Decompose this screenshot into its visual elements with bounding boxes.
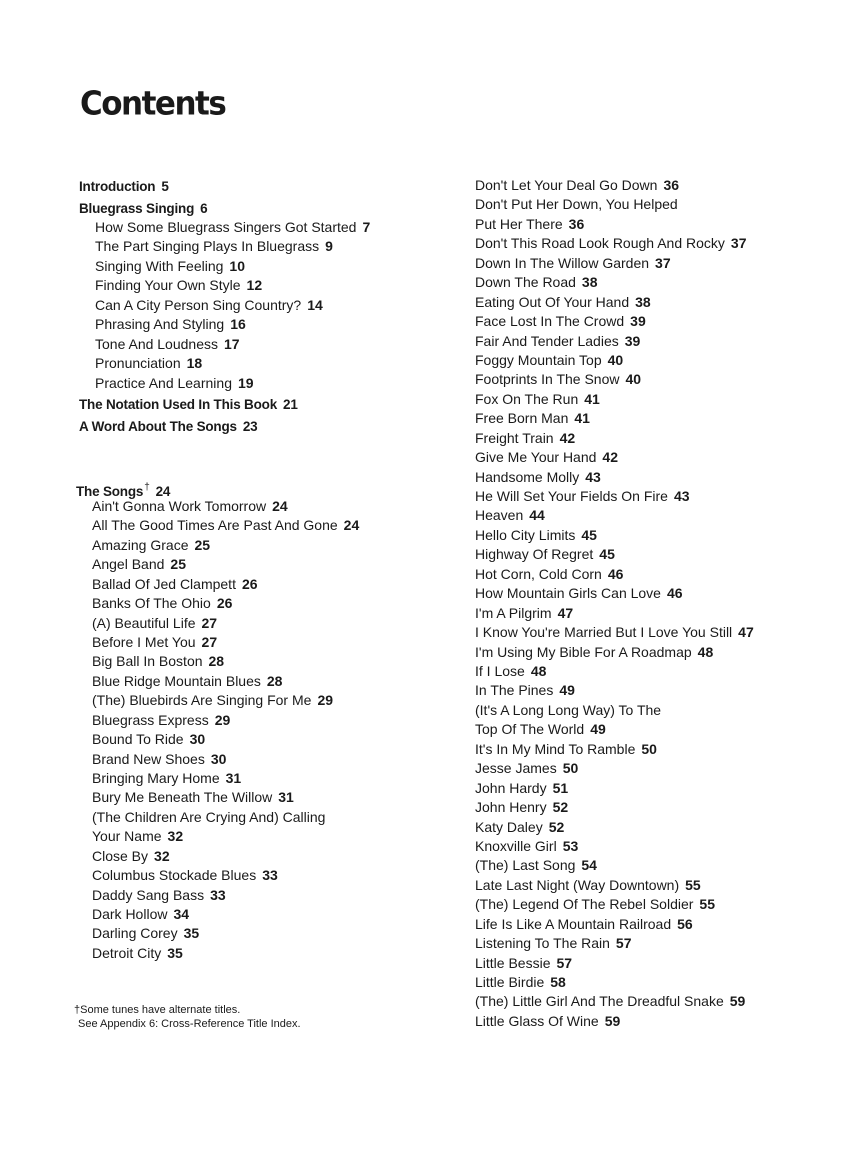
toc-entry (92, 905, 189, 924)
toc-entry (92, 866, 278, 885)
toc-entry (475, 623, 754, 642)
toc-entry (475, 837, 578, 856)
toc-entry (95, 354, 202, 373)
entry-page: 57 (615, 935, 632, 952)
entry-page: 24 (155, 484, 171, 499)
entry-title: Fox On The Run (475, 390, 579, 407)
entry-title: Top Of The World (475, 721, 585, 738)
toc-entry (475, 234, 746, 253)
entry-page: 52 (552, 799, 569, 816)
toc-entry (92, 944, 183, 963)
toc-entry (475, 915, 693, 934)
entry-page: 27 (201, 634, 218, 650)
entry-title: Pronunciation (95, 355, 181, 372)
entry-title: Jesse James (475, 760, 557, 777)
entry-page: 49 (590, 721, 606, 738)
entry-page: 24 (272, 498, 288, 514)
entry-page: 31 (278, 789, 294, 806)
entry-page: 23 (242, 419, 258, 434)
toc-entry (95, 218, 370, 237)
entry-page: 34 (173, 906, 190, 923)
entry-page: 52 (548, 818, 565, 835)
entry-title: (The) Last Song (475, 857, 576, 874)
entry-title: Introduction (79, 179, 156, 194)
entry-page: 51 (552, 779, 569, 796)
toc-entry (475, 273, 598, 292)
entry-page: 24 (343, 517, 360, 534)
entry-page: 50 (641, 740, 657, 757)
toc-entry (92, 711, 230, 730)
entry-title: Brand New Shoes (92, 750, 205, 767)
entry-title: Don't Let Your Deal Go Down (475, 177, 658, 193)
entry-title: Daddy Sang Bass (92, 886, 205, 903)
entry-page: 45 (599, 546, 615, 563)
entry-page: 31 (225, 770, 242, 787)
entry-title: Your Name (92, 828, 162, 845)
toc-entry (475, 215, 584, 234)
toc-entry (92, 886, 226, 905)
entry-title: Don't Put Her Down, You Helped (475, 196, 678, 213)
toc-entry (92, 691, 333, 710)
toc-entry (475, 740, 657, 759)
toc-entry (92, 633, 217, 652)
toc-entry (95, 374, 254, 393)
entry-page: 29 (214, 711, 231, 728)
entry-page: 32 (167, 828, 184, 845)
toc-entry (92, 808, 325, 827)
entry-title: Down In The Willow Garden (475, 254, 650, 271)
toc-entry (95, 315, 246, 334)
entry-title: Life Is Like A Mountain Railroad (475, 915, 672, 932)
entry-page: 46 (666, 585, 683, 602)
entry-page: 41 (584, 390, 600, 407)
entry-page: 46 (607, 565, 624, 582)
entry-title: Darling Corey (92, 925, 178, 942)
toc-entry (475, 662, 546, 681)
entry-page: 58 (550, 974, 566, 991)
entry-page: 26 (216, 595, 233, 612)
entry-title: Eating Out Of Your Hand (475, 293, 630, 310)
entry-page: 50 (562, 760, 579, 777)
entry-page: 26 (241, 575, 258, 592)
entry-page: 40 (625, 371, 642, 388)
toc-entry (475, 992, 745, 1011)
toc-entry (475, 895, 715, 914)
toc-entry (475, 934, 632, 953)
entry-page: 29 (317, 692, 334, 709)
toc-entry (475, 973, 566, 992)
entry-page: 59 (729, 993, 746, 1010)
entry-title: Detroit City (92, 944, 162, 961)
entry-page: 42 (559, 429, 576, 446)
entry-title: Handsome Molly (475, 468, 580, 485)
entry-title: Bury Me Beneath The Willow (92, 789, 273, 806)
toc-entry (475, 506, 545, 525)
entry-title: I'm Using My Bible For A Roadmap (475, 643, 692, 660)
entry-page: 36 (568, 215, 585, 232)
toc-entry (475, 954, 572, 973)
toc-entry (475, 818, 564, 837)
entry-page: 37 (655, 254, 671, 271)
entry-title: Give Me Your Hand (475, 449, 597, 466)
entry-title: In The Pines (475, 682, 554, 699)
entry-page: 10 (229, 257, 245, 274)
toc-entry (475, 429, 575, 448)
toc-entry (92, 555, 186, 574)
entry-title: Bluegrass Express (92, 711, 209, 728)
entry-page: 53 (562, 837, 579, 854)
toc-entry (475, 856, 597, 875)
entry-page: 33 (262, 867, 278, 884)
entry-page: 36 (663, 177, 680, 193)
toc-entry (475, 876, 701, 895)
entry-title: (A) Beautiful Life (92, 614, 196, 631)
entry-title: A Word About The Songs (79, 419, 237, 434)
toc-entry (92, 672, 282, 691)
toc-entry (475, 545, 615, 564)
entry-title: The Songs (76, 484, 144, 499)
entry-page: 38 (635, 293, 651, 310)
entry-page: 54 (581, 857, 597, 874)
entry-title: Little Glass Of Wine (475, 1012, 599, 1029)
entry-page: 39 (624, 332, 641, 349)
entry-title: The Part Singing Plays In Bluegrass (95, 238, 320, 255)
entry-title: Big Ball In Boston (92, 653, 203, 670)
entry-page: 18 (186, 355, 203, 372)
entry-page: 42 (602, 449, 618, 466)
toc-entry (92, 827, 183, 846)
entry-page: 38 (581, 274, 598, 291)
entry-page: 45 (581, 526, 597, 543)
toc-entry (92, 516, 359, 535)
toc-entry (475, 370, 641, 389)
toc-entry (92, 614, 217, 633)
toc-entry (475, 1012, 620, 1031)
entry-title: Put Her There (475, 215, 563, 232)
toc-entry (92, 652, 224, 671)
toc-entry (475, 254, 671, 273)
entry-title: (The) Bluebirds Are Singing For Me (92, 692, 312, 709)
toc-entry (95, 335, 240, 354)
entry-title: (The) Legend Of The Rebel Soldier (475, 896, 694, 913)
entry-title: Down The Road (475, 274, 576, 291)
entry-title: Late Last Night (Way Downtown) (475, 876, 680, 893)
toc-entry (475, 681, 575, 700)
dagger-mark: † (144, 482, 150, 493)
entry-page: 59 (604, 1012, 621, 1029)
entry-title: Angel Band (92, 556, 165, 573)
toc-entry (475, 584, 683, 603)
toc-entry (475, 448, 618, 467)
entry-page: 55 (699, 896, 715, 913)
entry-title: John Hardy (475, 779, 547, 796)
toc-entry (79, 417, 257, 436)
entry-title: Knoxville Girl (475, 837, 557, 854)
toc-entry (92, 847, 170, 866)
entry-page: 21 (283, 397, 298, 412)
entry-title: Katy Daley (475, 818, 543, 835)
entry-title: Columbus Stockade Blues (92, 867, 257, 884)
toc-entry (95, 237, 333, 256)
entry-title: Hello City Limits (475, 526, 576, 543)
toc-entry (475, 701, 661, 720)
toc-entry (475, 293, 651, 312)
entry-title: John Henry (475, 799, 547, 816)
entry-page: 57 (556, 954, 573, 971)
entry-page: 37 (730, 235, 747, 252)
entry-page: 5 (161, 179, 169, 194)
entry-title: Dark Hollow (92, 906, 168, 923)
entry-page: 32 (154, 847, 170, 864)
toc-entry (475, 176, 679, 195)
entry-title: Can A City Person Sing Country? (95, 296, 302, 313)
entry-title: Banks Of The Ohio (92, 595, 211, 612)
entry-page: 6 (200, 201, 208, 216)
toc-entry (475, 468, 601, 487)
entry-title: Phrasing And Styling (95, 316, 225, 333)
toc-entry (92, 788, 294, 807)
entry-title: If I Lose (475, 663, 525, 679)
toc-entry (475, 798, 568, 817)
entry-title: All The Good Times Are Past And Gone (92, 517, 338, 534)
entry-title: How Mountain Girls Can Love (475, 585, 661, 602)
entry-page: 39 (630, 313, 646, 330)
entry-title: Don't This Road Look Rough And Rocky (475, 235, 725, 252)
entry-page: 28 (266, 672, 283, 689)
entry-title: Little Bessie (475, 954, 551, 971)
toc-entry (475, 779, 568, 798)
entry-title: Fair And Tender Ladies (475, 332, 619, 349)
toc-entry (475, 332, 640, 351)
entry-title: He Will Set Your Fields On Fire (475, 488, 668, 505)
entry-title: I Know You're Married But I Love You Still (475, 624, 733, 641)
entry-title: Before I Met You (92, 634, 196, 650)
entry-title: Bringing Mary Home (92, 770, 220, 787)
entry-page: 44 (529, 507, 545, 524)
entry-page: 19 (237, 374, 254, 391)
entry-title: I'm A Pilgrim (475, 604, 552, 621)
entry-page: 43 (673, 488, 690, 505)
entry-title: Footprints In The Snow (475, 371, 620, 388)
entry-page: 16 (230, 316, 246, 333)
entry-page: 9 (325, 238, 333, 255)
toc-entry (79, 199, 207, 218)
entry-title: The Notation Used In This Book (79, 397, 278, 412)
toc-entry (92, 750, 226, 769)
entry-title: Foggy Mountain Top (475, 351, 602, 368)
toc-entry (475, 351, 623, 370)
entry-title: How Some Bluegrass Singers Got Started (95, 219, 357, 235)
entry-page: 17 (224, 335, 240, 352)
entry-page: 30 (210, 750, 227, 767)
entry-title: Bluegrass Singing (79, 201, 195, 216)
entry-title: Hot Corn, Cold Corn (475, 565, 602, 582)
entry-title: Singing With Feeling (95, 257, 224, 274)
entry-page: 48 (530, 663, 547, 679)
entry-title: Tone And Loudness (95, 335, 218, 352)
entry-page: 40 (607, 351, 624, 368)
entry-page: 35 (167, 944, 183, 961)
entry-title: (The Children Are Crying And) Calling (92, 808, 326, 825)
entry-title: Practice And Learning (95, 374, 232, 391)
entry-title: Listening To The Rain (475, 935, 610, 952)
toc-entry (92, 536, 210, 555)
entry-title: Freight Train (475, 429, 554, 446)
entry-page: 35 (183, 925, 200, 942)
toc-entry (79, 177, 169, 196)
entry-page: 55 (685, 876, 701, 893)
entry-title: Highway Of Regret (475, 546, 594, 563)
footnote-line-2: See Appendix 6: Cross-Reference Title Index. (78, 1018, 301, 1030)
toc-entry (475, 409, 590, 428)
page-title: Contents (80, 85, 226, 123)
entry-title: Face Lost In The Crowd (475, 313, 625, 330)
entry-page: 47 (738, 624, 754, 641)
entry-page: 43 (585, 468, 601, 485)
entry-page: 12 (246, 277, 263, 294)
toc-entry (95, 257, 245, 276)
toc-entry (475, 720, 606, 739)
entry-page: 30 (189, 731, 206, 748)
toc-entry (475, 487, 690, 506)
toc-entry (95, 296, 323, 315)
entry-page: 41 (574, 410, 590, 427)
entry-title: It's In My Mind To Ramble (475, 740, 636, 757)
toc-entry (92, 769, 241, 788)
entry-title: Free Born Man (475, 410, 569, 427)
toc-entry (92, 924, 199, 943)
entry-page: 25 (194, 536, 211, 553)
entry-title: (The) Little Girl And The Dreadful Snake (475, 993, 724, 1010)
toc-entry (475, 526, 597, 545)
toc-entry (475, 604, 573, 623)
toc-entry (475, 390, 600, 409)
entry-title: Little Birdie (475, 974, 545, 991)
toc-entry (92, 730, 205, 749)
entry-title: Blue Ridge Mountain Blues (92, 672, 261, 689)
entry-page: 28 (208, 653, 225, 670)
entry-title: Ballad Of Jed Clampett (92, 575, 236, 592)
entry-page: 14 (307, 296, 323, 313)
entry-title: Bound To Ride (92, 731, 184, 748)
entry-page: 25 (170, 556, 186, 573)
toc-entry (92, 594, 232, 613)
toc-heading-songs (76, 478, 170, 501)
entry-title: (It's A Long Long Way) To The (475, 701, 662, 718)
entry-page: 48 (697, 643, 714, 660)
entry-page: 27 (201, 614, 218, 631)
entry-page: 7 (362, 219, 371, 235)
entry-title: Finding Your Own Style (95, 277, 241, 294)
entry-page: 33 (210, 886, 226, 903)
toc-entry (475, 195, 678, 214)
entry-title: Amazing Grace (92, 536, 189, 553)
toc-entry (95, 276, 262, 295)
entry-page: 49 (559, 682, 575, 699)
toc-entry (79, 395, 298, 414)
entry-page: 56 (677, 915, 693, 932)
entry-title: Ain't Gonna Work Tomorrow (92, 498, 267, 514)
toc-entry (475, 759, 578, 778)
toc-entry (475, 643, 713, 662)
toc-entry (475, 565, 623, 584)
footnote-line-1: †Some tunes have alternate titles. (74, 1004, 241, 1016)
toc-entry (92, 575, 258, 594)
entry-title: Heaven (475, 507, 524, 524)
entry-page: 47 (557, 604, 574, 621)
toc-entry (475, 312, 646, 331)
entry-title: Close By (92, 847, 149, 864)
